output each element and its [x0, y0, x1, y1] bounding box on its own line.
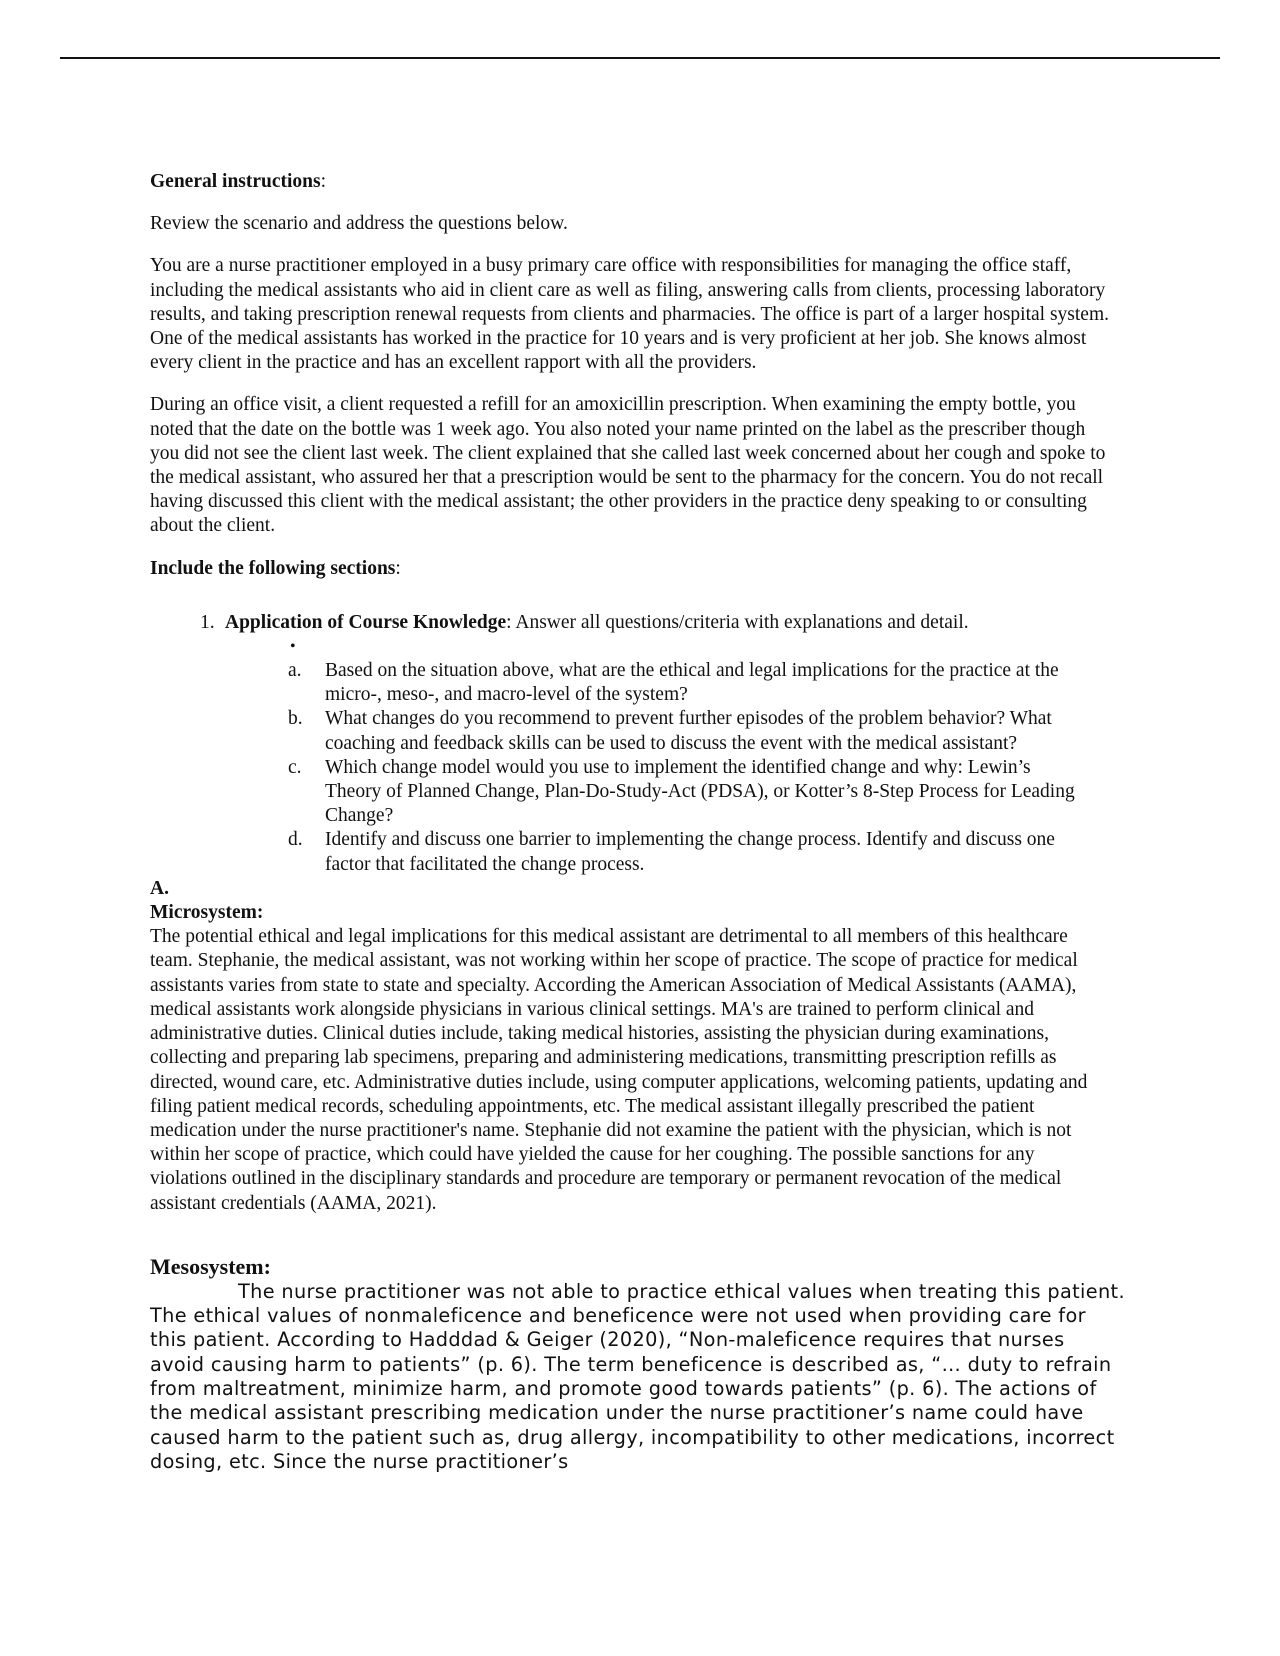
document-body [150, 170, 1125, 1474]
list-item [288, 707, 1110, 755]
section-list [150, 611, 1110, 877]
bullet-icon: • [290, 638, 296, 656]
review-instruction: Review the scenario and address the questions below. [150, 213, 568, 235]
include-sections-colon: : [395, 557, 401, 579]
list-item-number: 1. [200, 611, 215, 633]
question-text: Identify and discuss one barrier to implementing the change process. Identify and discuss one factor that facilitated the change process. [325, 829, 1055, 875]
question-text: What changes do you recommend to prevent further episodes of the problem behavior? What coaching and feedback skills can be used to discuss the event with the medical assistant? [325, 708, 1052, 754]
list-item-text [225, 611, 969, 635]
microsystem-text: The potential ethical and legal implications for this medical assistant are detrimental to all members of this healthcare team. Stephanie, the medical assistant, was not working within her scope of practice. The scope of practice for medical assistants varies from state to state and specialty. According the American Association of Medical Assistants (AAMA), medical assistants work alongside physicians in various clinical settings. MA's are trained to perform clinical and administrative duties. Clinical duties include, taking medical histories, assisting the physician during examinations, collecting and preparing lab specimens, preparing and administering medications, transmitting prescription refills as directed, wound care, etc. Administrative duties include, using computer applications, welcoming patients, updating and filing patient medical records, scheduling appointments, etc. The medical assistant illegally prescribed the patient medication under the nurse practitioner's name. Stephanie did not examine the patient with the physician, which is not within her scope of practice, which could have yielded the cause for her coughing. The possible sanctions for any violations outlined in the disciplinary standards and procedure are temporary or permanent revocation of the medical assistant credentials (AAMA, 2021). [150, 926, 1088, 1214]
list-item [288, 756, 1110, 829]
header-rule [60, 57, 1220, 59]
microsystem-heading: Microsystem: [150, 902, 264, 924]
list-item-bold-label: Application of Course Knowledge [225, 611, 507, 633]
general-instructions-colon: : [320, 171, 327, 192]
question-text: Based on the situation above, what are the ethical and legal implications for the practice at the micro-, meso-, and macro-level of the system? [325, 660, 1059, 706]
list-item-application [200, 611, 1110, 635]
include-sections-heading [150, 557, 1110, 581]
scenario-paragraph-1: You are a nurse practitioner employed in a busy primary care office with responsibilities for managing the office staff, including the medical assistants who aid in client care as well as filing, answering calls from clients, processing laboratory results, and taking prescription renewal requests from clients and pharmacies. The office is part of a larger hospital system. One of the medical assistants has worked in the practice for 10 years and is very proficient at her job. She knows almost every client in the practice and has an excellent rapport with all the providers. [150, 255, 1110, 374]
mesosystem-text: The nurse practitioner was not able to practice ethical values when treating this patient. The ethical values of nonmaleficence and beneficence were not used when providing care for this patient. According to Hadddad & Geiger (2020), “Non-maleficence requires that nurses avoid causing harm to patients” (p. 6). The term beneficence is described as, “… duty to refrain from maltreatment, minimize harm, and promote good towards patients” (p. 6). The actions of the medical assistant prescribing medication under the nurse practitioner’s name could have caused harm to the patient such as, drug allergy, incompatibility to other medications, incorrect dosing, etc. Since the nurse practitioner’s [150, 1279, 1125, 1473]
general-instructions-heading [150, 170, 1110, 194]
include-sections-label: Include the following sections [150, 557, 396, 579]
list-item [288, 659, 1110, 707]
list-item-description: : Answer all questions/criteria with explanations and detail. [506, 611, 969, 633]
question-letter: b. [288, 708, 303, 730]
question-sublist [150, 659, 1110, 877]
question-letter: a. [288, 660, 302, 682]
question-text: Which change model would you use to implement the identified change and why: Lewin’s Theory of Planned Change, Plan-Do-Study-Act (PDSA), or Kotter’s 8-Step Process for Leading Change? [325, 756, 1075, 827]
question-letter: d. [288, 829, 303, 851]
general-instructions-label: General instructions [150, 171, 321, 192]
scenario-paragraph-2: During an office visit, a client requested a refill for an amoxicillin prescription. When examining the empty bottle, you noted that the date on the bottle was 1 week ago. You also noted your name printed on the label as the prescriber though you did not see the client last week. The client explained that she called last week concerned about her cough and spoke to the medical assistant, who assured her that a prescription would be sent to the pharmacy for the concern. You do not recall having discussed this client with the medical assistant; the other providers in the practice deny speaking to or consulting about the client. [150, 394, 1106, 537]
question-letter: c. [288, 756, 302, 778]
list-item [288, 828, 1110, 876]
answer-section-label: A. [150, 877, 169, 899]
mesosystem-heading: Mesosystem: [150, 1253, 271, 1279]
